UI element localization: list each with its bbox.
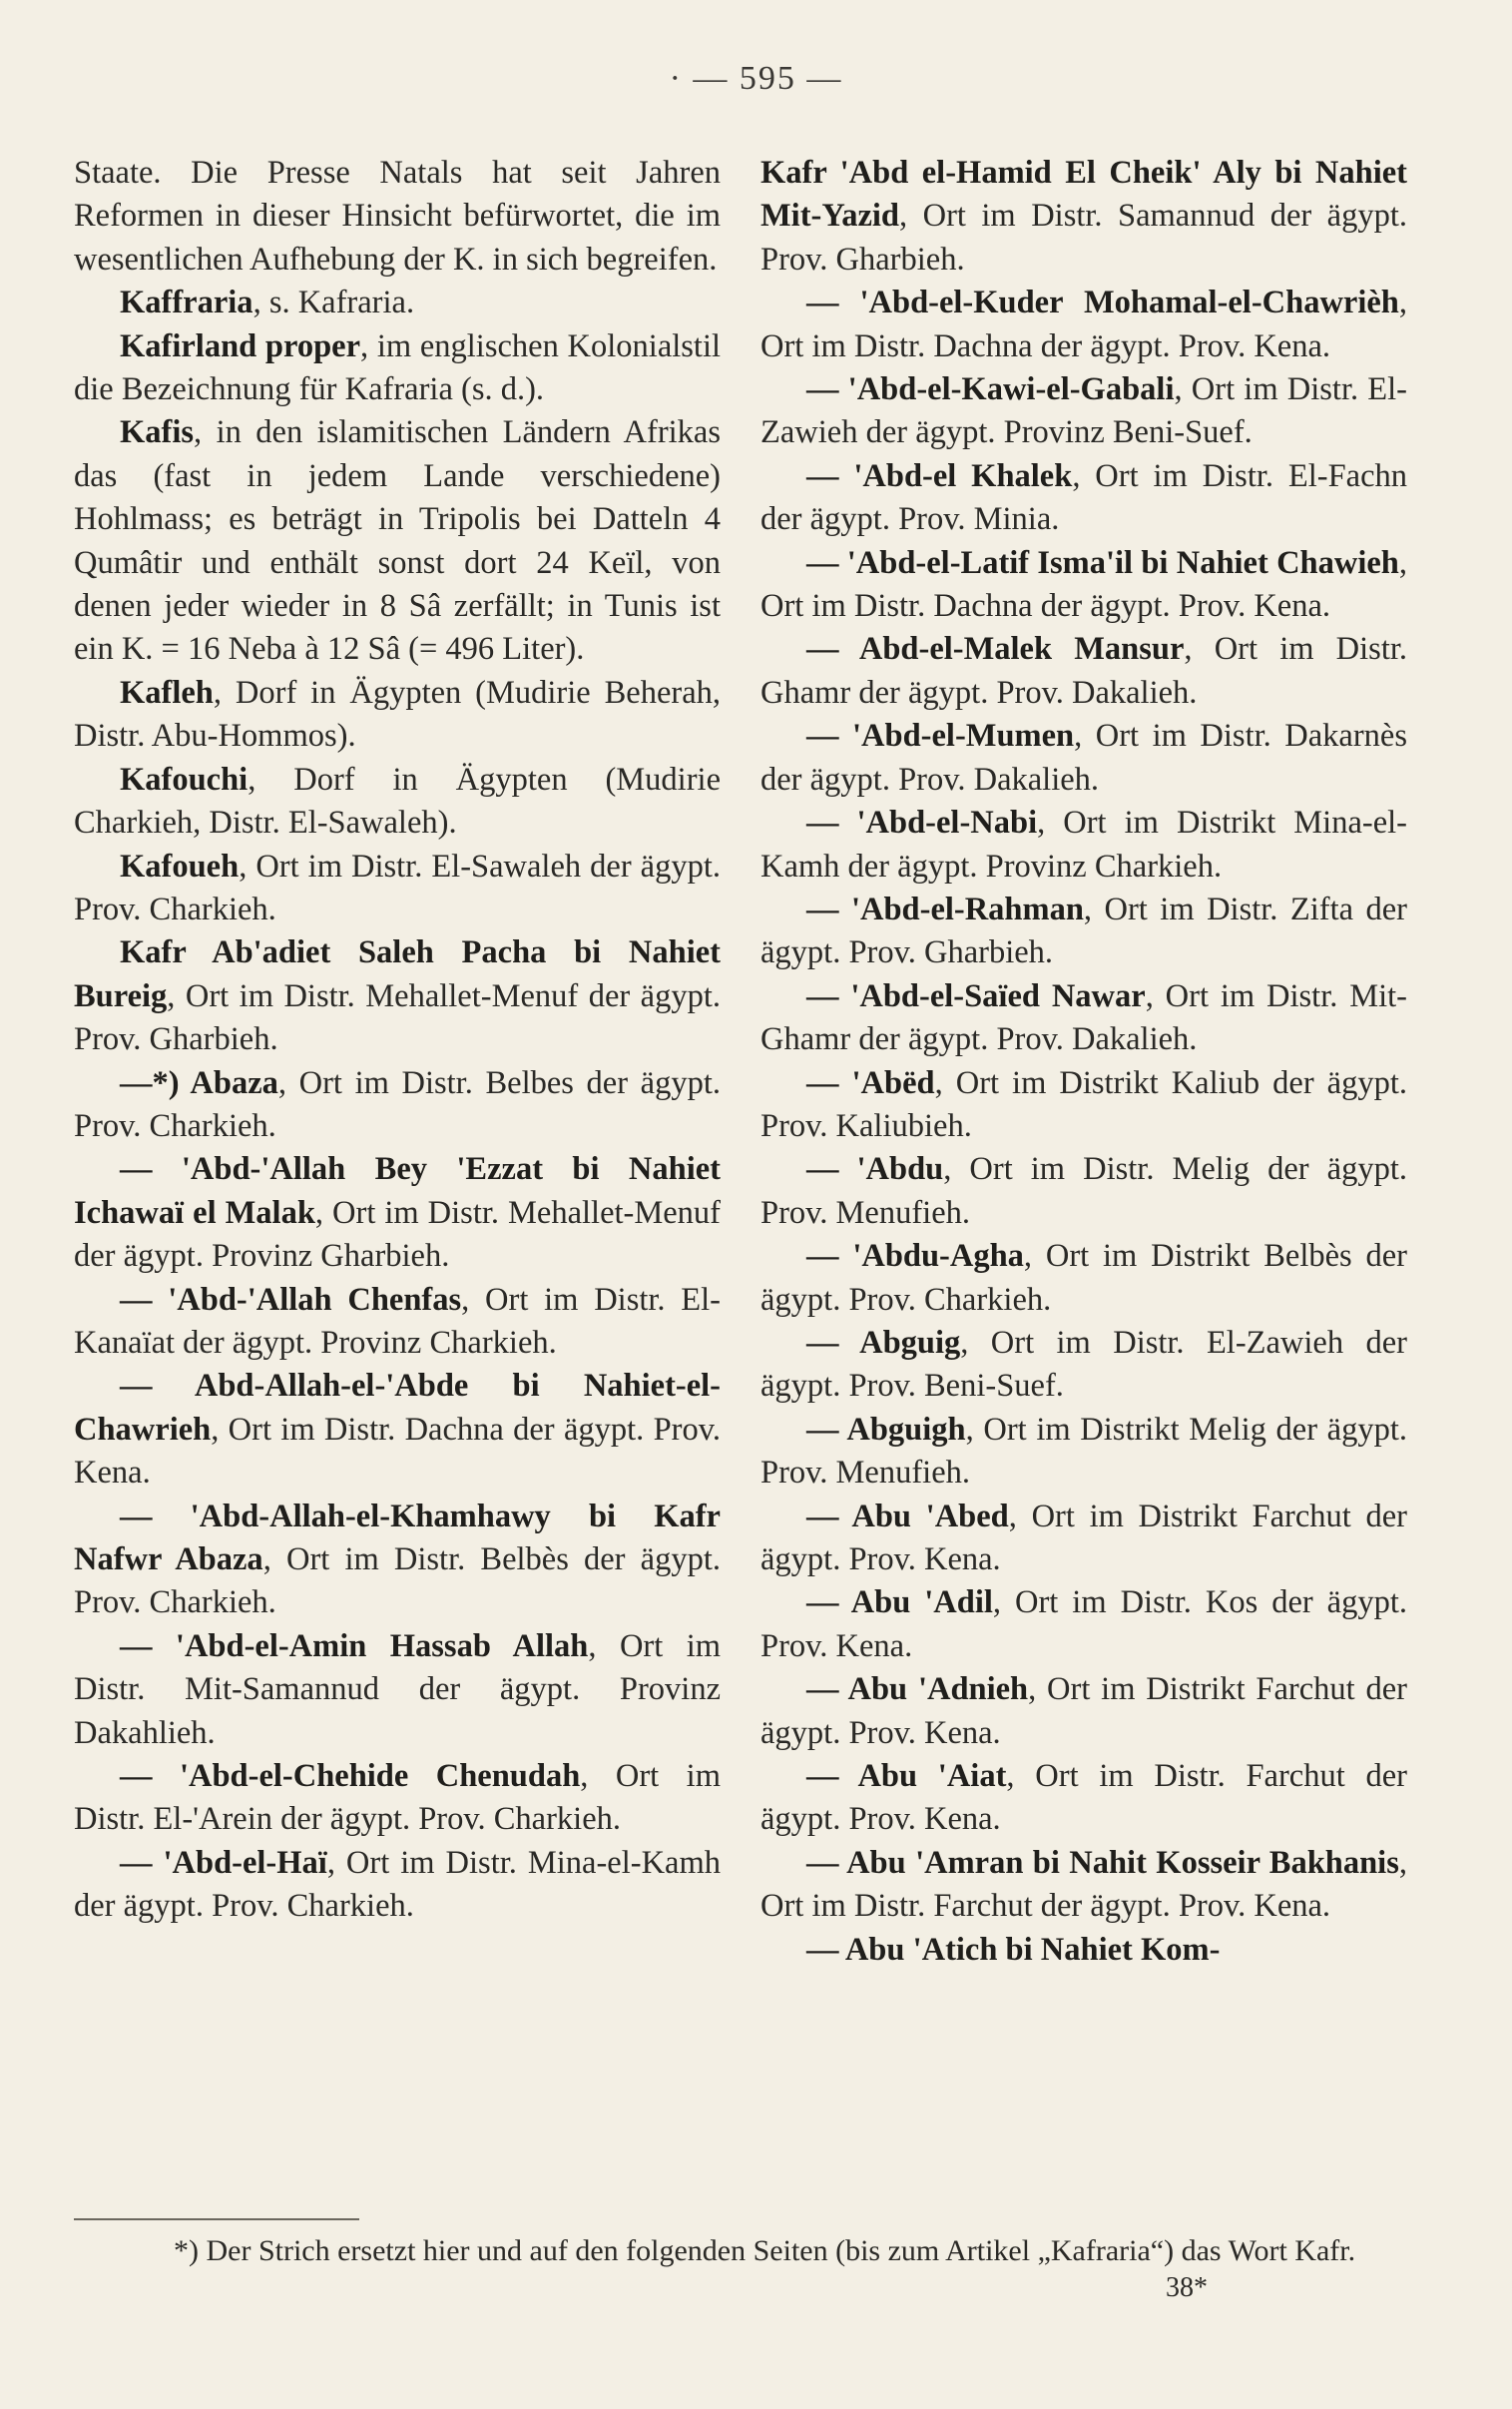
entry-text: , Ort im Distr. Zifta der ägypt. Prov. Gharbieh.: [760, 891, 1407, 971]
dictionary-entry: [760, 1755, 1407, 1842]
entry-text: , Ort im Distr. El-Kanaïat der ägypt. Provinz Charkieh.: [74, 1281, 722, 1361]
entry-headword: — 'Abd-el-Kuder Mohamal-el-Chawrièh: [806, 285, 1399, 321]
dictionary-entry: [74, 282, 721, 324]
entry-text: , Ort im Distrikt Kaliub der ägypt. Prov. Kaliubieh.: [760, 1064, 1407, 1144]
dictionary-entry: [760, 282, 1407, 368]
entry-text: , Ort im Distr. El-Zawieh der ägypt. Prov. Beni-Suef.: [760, 1324, 1408, 1405]
dictionary-entry: [760, 1322, 1407, 1409]
dictionary-entry: [760, 152, 1407, 282]
entry-headword: — 'Abd-el Khalek: [806, 457, 1073, 494]
entry-headword: Kafis: [120, 414, 195, 451]
entry-headword: — Abd-Allah-el-'Abde bi Nahiet-el-Chawrieh: [74, 1368, 721, 1448]
dictionary-entry: [74, 411, 721, 671]
entry-text: , Ort im Distr. Farchut der ägypt. Prov. Kena.: [760, 1758, 1407, 1838]
entry-headword: Kafr 'Abd el-Hamid El Cheik' Aly bi Nahiet Mit-Yazid: [760, 155, 1407, 235]
entry-headword: — 'Abd-el-Rahman: [806, 891, 1084, 927]
entry-text: , im englischen Kolonialstil die Bezeichnung für Kafraria (s. d.).: [74, 327, 722, 408]
dictionary-entry: [760, 542, 1407, 629]
dictionary-entry: [760, 1496, 1407, 1582]
entry-text: , Ort im Distr. Mina-el-Kamh der ägypt. Prov. Charkieh.: [74, 1844, 722, 1925]
entry-headword: — 'Abd-Allah-el-Khamhawy bi Kafr Nafwr Abaza: [74, 1498, 721, 1577]
entry-headword: — 'Abd-'Allah Bey 'Ezzat bi Nahiet Ichawaï el Malak: [74, 1151, 721, 1231]
dictionary-entry: [760, 1409, 1407, 1496]
entry-headword: Kafoueh: [120, 848, 240, 885]
entry-headword: — 'Abdu-Agha: [806, 1238, 1024, 1275]
dictionary-entry: [760, 802, 1407, 889]
right-column: [760, 152, 1407, 1972]
entry-text: , Ort im Distr. Belbes der ägypt. Prov. Charkieh.: [74, 1064, 721, 1144]
dictionary-entry: [760, 1842, 1407, 1929]
dictionary-entry: [760, 1062, 1407, 1149]
entry-headword: — Abd-el-Malek Mansur: [806, 631, 1185, 668]
entry-headword: — 'Abd-el-Chehide Chenudah: [120, 1758, 581, 1795]
entry-text: , Ort im Distr. El-Zawieh der ägypt. Provinz Beni-Suef.: [760, 371, 1408, 451]
dictionary-entry: [74, 931, 721, 1061]
entry-headword: — Abu 'Amran bi Nahit Kosseir Bakhanis: [806, 1844, 1399, 1881]
entry-text: , Ort im Distr. Farchut der ägypt. Prov. Kena.: [760, 1844, 1407, 1925]
dictionary-entry: [760, 455, 1407, 542]
dictionary-entry: [74, 759, 721, 846]
entry-headword: —*) Abaza: [120, 1064, 278, 1101]
dictionary-entry: [74, 1755, 721, 1842]
entry-headword: — Abu 'Aiat: [806, 1758, 1007, 1795]
dictionary-entry: [760, 975, 1407, 1062]
footnote-divider: [74, 2218, 359, 2220]
entry-text: , Ort im Distr. Mehallet-Menuf der ägypt. Prov. Gharbieh.: [74, 977, 721, 1058]
dictionary-entry: [74, 325, 721, 412]
dictionary-entry: [760, 628, 1407, 715]
dictionary-entry: [74, 1062, 721, 1149]
dictionary-entry: [760, 889, 1407, 975]
left-column: [74, 152, 721, 1929]
dictionary-entry: [74, 152, 721, 282]
entry-text: , Ort im Distrikt Farchut der ägypt. Prov. Kena.: [760, 1498, 1407, 1577]
entry-headword: — 'Abd-el-Latif Isma'il bi Nahiet Chawieh: [806, 544, 1399, 581]
entry-headword: — 'Abd-el-Saïed Nawar: [806, 977, 1146, 1014]
entry-text: , Ort im Distr. Dachna der ägypt. Prov. Kena.: [760, 285, 1407, 364]
entry-headword: — 'Abd-el-Nabi: [806, 805, 1038, 842]
entry-text: , Ort im Distrikt Melig der ägypt. Prov. Menufieh.: [760, 1411, 1408, 1492]
entry-headword: — Abguigh: [806, 1411, 966, 1448]
footnote: *) Der Strich ersetzt hier und auf den folgenden Seiten (bis zum Artikel „Kafraria“) das Wort Kafr.: [174, 2234, 1356, 2267]
dictionary-entry: [74, 1842, 721, 1929]
dictionary-entry: [760, 1668, 1407, 1755]
entry-text: , Ort im Distr. Dachna der ägypt. Prov. Kena.: [74, 1411, 721, 1492]
entry-text: , Ort im Distr. Samannud der ägypt. Prov. Gharbieh.: [760, 198, 1407, 278]
entry-text: , Ort im Distr. Mit-Ghamr der ägypt. Prov. Dakalieh.: [760, 977, 1407, 1058]
entry-text: , Ort im Distr. Ghamr der ägypt. Prov. Dakalieh.: [760, 631, 1408, 711]
entry-text: , Ort im Distr. El-Fachn der ägypt. Prov. Minia.: [760, 457, 1408, 538]
entry-text: , Ort im Distr. Kos der ägypt. Prov. Kena.: [760, 1584, 1407, 1664]
dictionary-entry: [74, 1148, 721, 1278]
dictionary-entry: [74, 672, 721, 759]
dictionary-entry: [74, 1625, 721, 1755]
entry-text: , Ort im Distr. El-'Arein der ägypt. Prov. Charkieh.: [74, 1758, 721, 1838]
entry-text: , Ort im Distrikt Mina-el-Kamh der ägypt. Provinz Charkieh.: [760, 805, 1407, 885]
entry-text: , Ort im Distrikt Farchut der ägypt. Prov. Kena.: [760, 1671, 1407, 1751]
entry-headword: — Abu 'Adil: [806, 1584, 993, 1621]
entry-headword: — Abu 'Abed: [806, 1498, 1009, 1534]
entry-headword: — 'Abd-el-Haï: [120, 1844, 327, 1881]
entry-headword: — Abu 'Atich bi Nahiet Kom-: [806, 1931, 1221, 1968]
entry-text: , Dorf in Ägypten (Mudirie Charkieh, Distr. El-Sawaleh).: [74, 761, 721, 842]
dictionary-entry: [760, 368, 1407, 455]
dictionary-entry: [74, 846, 721, 932]
sheet-signature: 38*: [1166, 2272, 1208, 2303]
entry-headword: Kaffraria: [120, 285, 253, 321]
entry-headword: — Abu 'Adnieh: [806, 1671, 1029, 1708]
page-number: · — 595 —: [669, 60, 843, 97]
entry-headword: — 'Abdu: [806, 1151, 944, 1188]
entry-headword: Kafleh: [120, 674, 214, 711]
dictionary-entry: [760, 1581, 1407, 1668]
entry-text: , Ort im Distr. Dakarnès der ägypt. Prov. Dakalieh.: [760, 718, 1408, 798]
entry-text: , Ort im Distr. Mehallet-Menuf der ägypt. Provinz Gharbieh.: [74, 1194, 721, 1275]
entry-text: , Dorf in Ägypten (Mudirie Beherah, Distr. Abu-Hommos).: [74, 674, 721, 755]
entry-headword: — Abguig: [806, 1324, 961, 1361]
dictionary-entry: [74, 1279, 721, 1366]
entry-headword: — 'Abd-el-Kawi-el-Gabali: [806, 371, 1175, 408]
entry-text: , Ort im Distr. Dachna der ägypt. Prov. Kena.: [760, 544, 1407, 625]
entry-text: , Ort im Distr. Mit-Samannud der ägypt. Provinz Dakahlieh.: [74, 1627, 721, 1751]
entry-headword: — 'Abd-el-Amin Hassab Allah: [120, 1627, 589, 1664]
dictionary-entry: [760, 1929, 1407, 1972]
entry-headword: Kafirland proper: [120, 327, 361, 364]
entry-headword: Kafr Ab'adiet Saleh Pacha bi Nahiet Bureig: [74, 934, 721, 1014]
entry-text: , Ort im Distr. Belbès der ägypt. Prov. Charkieh.: [74, 1541, 721, 1621]
entry-text: Staate. Die Presse Natals hat seit Jahren Reformen in dieser Hinsicht befürwortet, die im wesentlichen Aufhebung der K. in sich begreifen.: [74, 155, 721, 278]
entry-headword: — 'Abd-el-Mumen: [806, 718, 1075, 755]
entry-headword: Kafouchi: [120, 761, 249, 798]
entry-text: , s. Kafraria.: [252, 285, 415, 321]
dictionary-entry: [74, 1365, 721, 1495]
entry-headword: — 'Abëd: [806, 1064, 935, 1101]
entry-text: , Ort im Distrikt Belbès der ägypt. Prov. Charkieh.: [760, 1238, 1407, 1318]
entry-headword: — 'Abd-'Allah Chenfas: [120, 1281, 462, 1318]
entry-text: , in den islamitischen Ländern Afrikas das (fast in jedem Lande verschiedene) Hohlmass; es beträgt in Tripolis bei Datteln 4 Qumâtir und enthält sonst dort 24 Keïl, von denen jeder wieder in 8 Sâ zerfällt; in Tunis ist ein K. = 16 Neba à 12 Sâ (= 496 Liter).: [74, 414, 721, 668]
entry-text: , Ort im Distr. El-Sawaleh der ägypt. Prov. Charkieh.: [74, 848, 721, 927]
dictionary-entry: [760, 1148, 1407, 1235]
dictionary-entry: [760, 1235, 1407, 1322]
entry-text: , Ort im Distr. Melig der ägypt. Prov. Menufieh.: [760, 1151, 1407, 1231]
dictionary-entry: [74, 1496, 721, 1625]
dictionary-entry: [760, 715, 1407, 802]
